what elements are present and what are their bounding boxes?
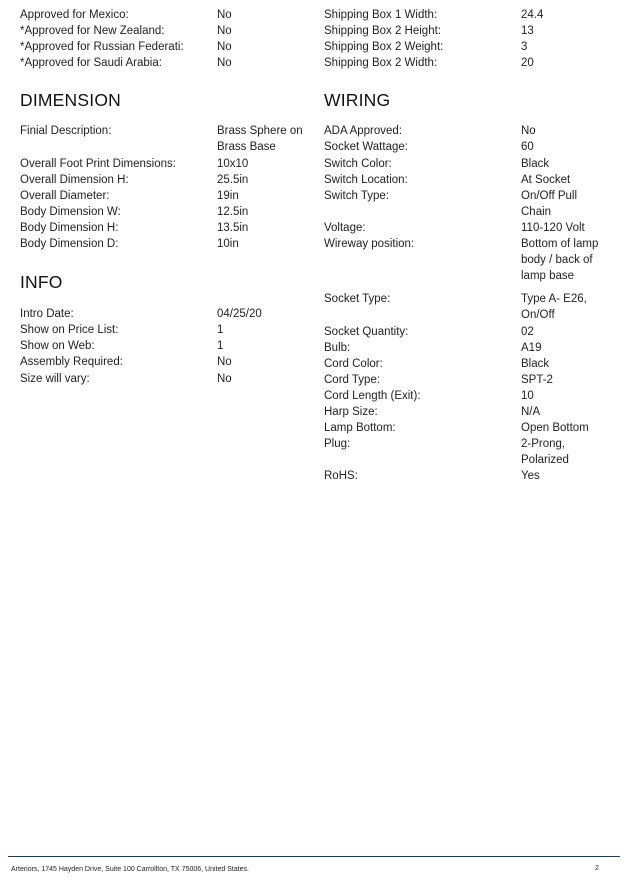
spec-value: No [521, 125, 536, 138]
spec-row [324, 372, 620, 388]
spec-row [20, 123, 304, 155]
spec-label: Socket Quantity: [324, 325, 409, 338]
spec-label: Cord Length (Exit): [324, 389, 421, 402]
spec-value: On/Off Pull Chain [521, 189, 578, 218]
spec-label: *Approved for Saudi Arabia: [20, 57, 162, 70]
spec-label: Shipping Box 1 Width: [324, 9, 438, 21]
left-column [20, 7, 304, 387]
right-column [324, 7, 620, 484]
spec-label: Body Dimension D: [20, 238, 119, 251]
spec-row [324, 55, 620, 71]
spec-value: Black [521, 157, 550, 170]
page-number: 2 [595, 865, 599, 872]
spec-label: *Approved for Russian Federati: [20, 41, 184, 54]
spec-row [324, 388, 620, 404]
info-heading: INFO [20, 272, 63, 293]
spec-value: 24.4 [521, 9, 544, 21]
spec-value: Open Bottom [521, 422, 589, 435]
spec-label: Approved for Mexico: [20, 9, 129, 21]
spec-row [20, 23, 304, 39]
spec-label: Overall Foot Print Dimensions: [20, 157, 176, 170]
wiring-heading: WIRING [324, 90, 391, 111]
spec-value: 19in [217, 189, 239, 202]
spec-label: Show on Price List: [20, 324, 119, 337]
spec-value: 60 [521, 141, 534, 154]
spec-label: Switch Type: [324, 189, 389, 202]
spec-value: No [217, 25, 232, 38]
spec-value: No [217, 356, 232, 369]
spec-row [20, 204, 304, 220]
dimension-heading: DIMENSION [20, 90, 121, 111]
spec-value: A19 [521, 341, 542, 354]
spec-label: Overall Dimension H: [20, 173, 129, 186]
spec-value: 10in [217, 238, 239, 251]
spec-value: SPT-2 [521, 373, 553, 386]
spec-label: Shipping Box 2 Height: [324, 25, 441, 38]
footer-divider [8, 856, 620, 857]
spec-value: 1 [217, 340, 224, 353]
spec-row [324, 436, 620, 468]
spec-value: 12.5in [217, 205, 249, 218]
spec-row [324, 220, 620, 236]
spec-value: Bottom of lamp body / back of lamp base [521, 238, 599, 283]
spec-value: 3 [521, 41, 528, 54]
spec-label: ADA Approved: [324, 125, 402, 138]
wiring-list [324, 123, 620, 484]
spec-label: Socket Type: [324, 293, 391, 306]
spec-value: No [217, 57, 232, 70]
approvals-list [20, 7, 304, 71]
spec-label: Size will vary: [20, 372, 90, 385]
spec-row [20, 220, 304, 236]
spec-row [20, 188, 304, 204]
spec-row [324, 324, 620, 340]
spec-row [324, 156, 620, 172]
spec-label: *Approved for New Zealand: [20, 25, 165, 38]
spec-row [20, 39, 304, 55]
spec-label: Cord Color: [324, 357, 383, 370]
spec-label: Body Dimension H: [20, 221, 119, 234]
spec-value: No [217, 9, 232, 21]
spec-value: 10 [521, 389, 534, 402]
spec-label: Cord Type: [324, 373, 381, 386]
spec-value: Yes [521, 470, 540, 483]
spec-label: Show on Web: [20, 340, 95, 353]
spec-row [324, 172, 620, 188]
spec-value: Type A- E26, On/Off [521, 293, 587, 322]
spec-value: 04/25/20 [217, 308, 262, 321]
spec-label: Plug: [324, 438, 351, 451]
spec-row [324, 420, 620, 436]
spec-label: Overall Diameter: [20, 189, 110, 202]
spec-row [324, 468, 620, 484]
spec-label: Wireway position: [324, 238, 415, 251]
spec-label: Finial Description: [20, 125, 112, 138]
spec-value: 110-120 Volt [521, 221, 585, 234]
spec-value: Black [521, 357, 550, 370]
spec-label: Lamp Bottom: [324, 422, 396, 435]
spec-row [324, 139, 620, 155]
spec-label: Socket Wattage: [324, 141, 408, 154]
spec-label: Intro Date: [20, 308, 74, 321]
spec-label: Voltage: [324, 221, 366, 234]
spec-label: Switch Location: [324, 173, 408, 186]
spec-label: Shipping Box 2 Weight: [324, 41, 444, 54]
spec-row [20, 338, 304, 354]
shipping-list [324, 7, 620, 71]
spec-value: 10x10 [217, 157, 249, 170]
spec-row [20, 371, 304, 387]
spec-row [324, 7, 620, 23]
spec-value: No [217, 372, 232, 385]
spec-label: Harp Size: [324, 405, 378, 418]
spec-value: 20 [521, 57, 534, 70]
spec-value: At Socket [521, 173, 571, 186]
spec-value: 02 [521, 325, 534, 338]
info-list [20, 306, 304, 386]
spec-label: RoHS: [324, 470, 358, 483]
spec-label: Shipping Box 2 Width: [324, 57, 438, 70]
footer-address: Arteriors, 1745 Hayden Drive, Suite 100 Carrollton, TX 75006, United States. [11, 866, 249, 873]
spec-value: No [217, 41, 232, 54]
spec-row [20, 172, 304, 188]
spec-row [324, 123, 620, 139]
spec-row [20, 322, 304, 338]
spec-row [324, 356, 620, 372]
spec-value: 2-Prong, Polarized [521, 438, 569, 467]
spec-value: Brass Sphere on Brass Base [217, 125, 303, 154]
spec-label: Body Dimension W: [20, 205, 121, 218]
spec-row [324, 188, 620, 220]
spec-row [324, 23, 620, 39]
spec-row [20, 55, 304, 71]
spec-row [20, 354, 304, 370]
spec-row [324, 39, 620, 55]
spec-value: 13.5in [217, 221, 249, 234]
spec-row [324, 340, 620, 356]
spec-label: Switch Color: [324, 157, 392, 170]
spec-label: Assembly Required: [20, 356, 123, 369]
spec-value: N/A [521, 405, 541, 418]
spec-row [20, 7, 304, 23]
spec-label: Bulb: [324, 341, 351, 354]
dimension-list [20, 123, 304, 252]
spec-row [20, 306, 304, 322]
spec-value: 13 [521, 25, 534, 38]
spec-value: 1 [217, 324, 224, 337]
spec-row [20, 236, 304, 252]
spec-row [324, 236, 620, 284]
spec-row [20, 156, 304, 172]
spec-row [324, 291, 620, 323]
spec-value: 25.5in [217, 173, 249, 186]
spec-row [324, 404, 620, 420]
